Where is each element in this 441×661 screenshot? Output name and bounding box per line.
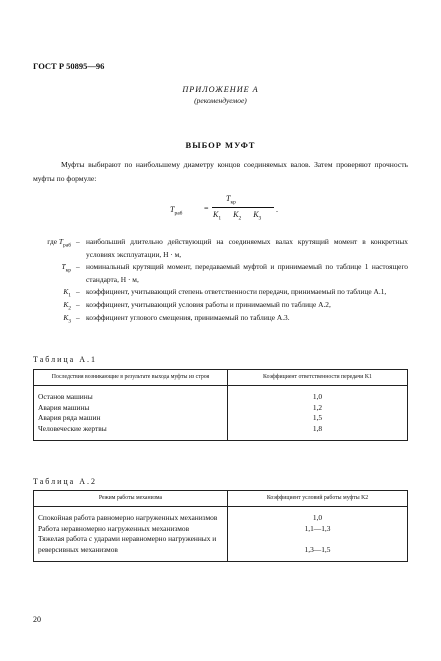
table-a1-header-coef: Коэффициент ответственности передачи K1 — [228, 370, 408, 386]
table-a1 — [33, 369, 408, 441]
definition-item: $K_1$ – коэффициент, учитывающий степень ответственности передачи, принимаемый по таблице А.1, — [63, 287, 387, 299]
table-row: Останов машины 1,0 — [34, 386, 408, 403]
table-row: Работа неравномерно нагруженных механизмов 1,1—1,3 — [34, 524, 408, 535]
table-row: Человеческие жертвы 1,8 — [34, 424, 408, 441]
table-row: Авария ряда машин 1,5 — [34, 413, 408, 424]
appendix-subtitle: (рекомендуемое) — [194, 96, 247, 105]
appendix-title: ПРИЛОЖЕНИЕ А — [182, 85, 259, 94]
table-a2-header-mode: Режим работы механизма — [34, 491, 228, 507]
definition-item: где $T_{раб}$ – наибольший длительно действующий на соединяемых валах крутящий момент в конкретных условиях эксплуатации, Н · м, — [47, 237, 408, 259]
definition-item: $K_2$ – коэффициент, учитывающий условия работы и принимаемый по таблице А.2, — [63, 299, 331, 312]
definition-item: $K_3$ – коэффициент углового смещения, принимаемый по таблице А.3. — [63, 312, 290, 325]
page-number: 20 — [33, 615, 41, 624]
formula-equals: = — [204, 204, 209, 213]
section-title: ВЫБОР МУФТ — [185, 140, 256, 150]
formula — [170, 193, 280, 223]
table-a1-header-cause: Последствия возникающие в результате выхода муфты из строя — [34, 370, 228, 386]
formula-numerator: $T_{кр}$ — [226, 194, 236, 206]
table-row: Авария машины 1,2 — [34, 403, 408, 414]
table-a2 — [33, 490, 408, 562]
formula-lhs: $T_{раб}$ — [170, 205, 183, 217]
definition-item: $T_{кр}$ – номинальный крутящий момент, передаваемый муфтой и принимаемый по таблице 1 настоящего стандарта, Н · м, — [61, 262, 408, 284]
table-a1-caption: Таблица А.1 — [33, 355, 97, 364]
table-a2-header-coef: Коэффициент условий работы муфты K2 — [228, 491, 408, 507]
formula-end: . — [276, 205, 278, 214]
table-a2-caption: Таблица А.2 — [33, 477, 97, 486]
intro-paragraph: Муфты выбирают по наибольшему диаметру концов соединяемых валов. Затем проверяют прочность муфты по формуле: — [33, 160, 408, 183]
table-row: Тяжелая работа с ударами неравномерно нагруженных и реверсивных механизмов 1,3—1,5 — [34, 534, 408, 562]
definitions-list — [33, 236, 408, 324]
standard-header: ГОСТ Р 50895—96 — [33, 61, 105, 71]
formula-denominator: $K_1$ $K_2$ $K_3$ — [213, 210, 262, 222]
fraction-bar — [212, 207, 274, 208]
table-row: Спокойная работа равномерно нагруженных механизмов 1,0 — [34, 507, 408, 524]
